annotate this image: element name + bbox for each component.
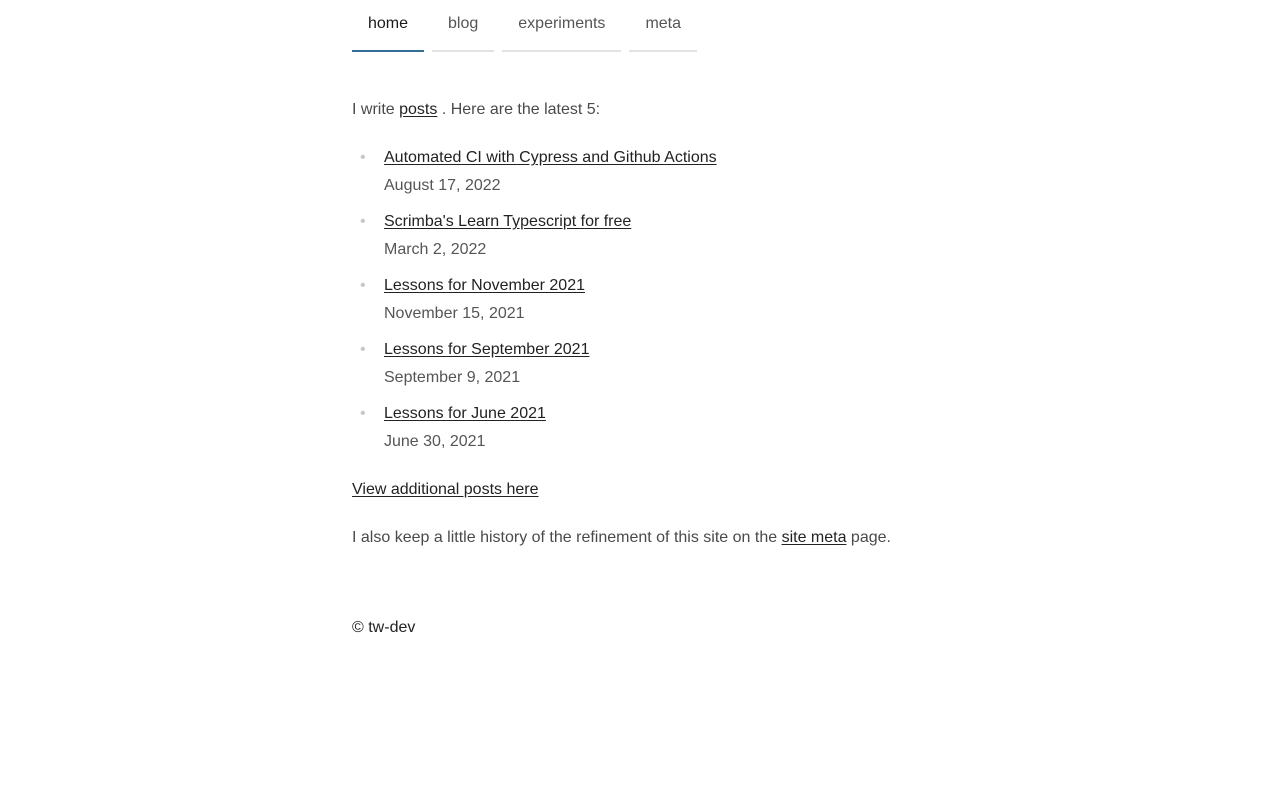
post-title-link[interactable]: Lessons for November 2021 xyxy=(384,277,585,294)
post-date: March 2, 2022 xyxy=(384,241,487,258)
tab-blog[interactable]: blog xyxy=(432,0,494,52)
post-title-link[interactable]: Lessons for June 2021 xyxy=(384,405,546,422)
post-date: November 15, 2021 xyxy=(384,305,525,322)
latest-posts-list xyxy=(352,144,717,464)
list-item xyxy=(352,400,717,464)
site-meta-link[interactable]: site meta xyxy=(781,529,847,546)
tab-experiments[interactable]: experiments xyxy=(502,0,621,52)
meta-suffix: page. xyxy=(846,529,891,546)
bullet-icon: • xyxy=(360,277,366,294)
view-more-posts-link[interactable]: View additional posts here xyxy=(352,481,539,498)
intro-suffix: . Here are the latest 5: xyxy=(437,101,601,118)
intro-prefix: I write xyxy=(352,101,400,118)
footer-copyright: © tw-dev xyxy=(352,619,416,636)
posts-link[interactable]: posts xyxy=(399,101,438,118)
post-title-link[interactable]: Lessons for September 2021 xyxy=(384,341,590,358)
intro-text xyxy=(352,99,600,121)
page-container xyxy=(352,0,928,636)
tab-meta[interactable]: meta xyxy=(629,0,697,52)
post-title-link[interactable]: Scrimba's Learn Typescript for free xyxy=(384,213,632,230)
meta-prefix: I also keep a little history of the refinement of this site on the xyxy=(352,529,782,546)
main-nav xyxy=(352,0,928,52)
bullet-icon: • xyxy=(360,341,366,358)
post-date: August 17, 2022 xyxy=(384,177,501,194)
bullet-icon: • xyxy=(360,405,366,422)
site-meta-text xyxy=(352,527,891,549)
list-item xyxy=(352,272,717,336)
list-item xyxy=(352,336,717,400)
tab-home[interactable]: home xyxy=(352,0,424,52)
post-date: June 30, 2021 xyxy=(384,433,486,450)
list-item xyxy=(352,144,717,208)
post-date: September 9, 2021 xyxy=(384,369,521,386)
post-title-link[interactable]: Automated CI with Cypress and Github Actions xyxy=(384,149,717,166)
list-item xyxy=(352,208,717,272)
bullet-icon: • xyxy=(360,213,366,230)
bullet-icon: • xyxy=(360,149,366,166)
